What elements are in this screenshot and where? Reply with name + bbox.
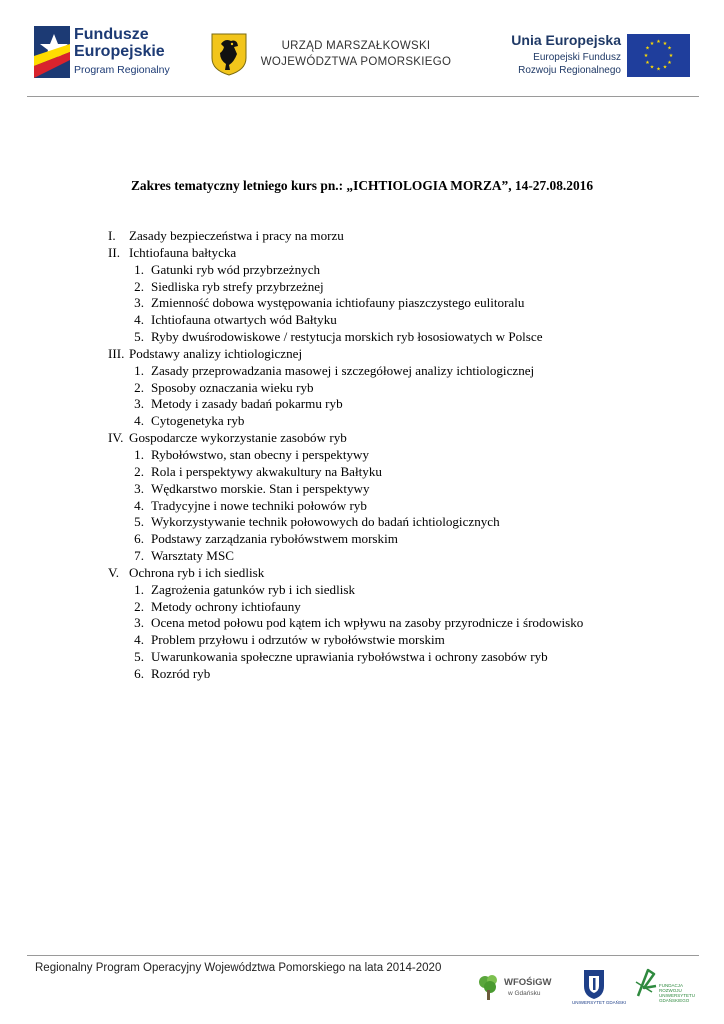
item-text: Siedliska ryb strefy przybrzeżnej [151,278,324,294]
svg-text:★: ★ [649,41,655,47]
list-item [108,615,708,632]
list-item [108,514,708,531]
section-heading [108,565,708,582]
list-item [108,363,708,380]
list-item [108,498,708,515]
section-title: Zasady bezpieczeństwa i pracy na morzu [129,228,344,243]
list-item [108,312,708,329]
item-text: Zasady przeprowadzania masowej i szczegółowej analizy ichtiologicznej [151,362,535,378]
ug-logo [572,968,627,1008]
ug-crest-icon [572,968,616,1000]
section-title: Podstawy analizy ichtiologicznej [129,345,303,361]
item-text: Zmienność dobowa występowania ichtiofauny piaszczystego eulitoralu [151,295,525,311]
list-item [108,380,708,397]
list-item [108,262,708,279]
section-heading [108,228,708,245]
item-number: 5. [134,329,144,345]
section-heading [108,245,708,262]
item-number: 6. [134,531,144,547]
item-number: 3. [134,396,144,412]
item-text: Rybołówstwo, stan obecny i perspektywy [151,446,370,462]
item-number: 2. [134,278,144,294]
document-title: Zakres tematyczny letniego kurs pn.: „ICHTIOLOGIA MORZA”, 14-27.08.2016 [130,178,594,193]
section-number: I. [108,228,116,243]
list-item [108,666,708,683]
list-item [108,413,708,430]
item-text: Rola i perspektywy akwakultury na Bałtyku [151,463,382,479]
list-item [108,464,708,481]
item-number: 5. [134,514,144,530]
item-number: 1. [134,362,144,378]
header-divider [27,96,699,97]
item-number: 1. [134,446,144,462]
list-item [108,649,708,666]
item-text: Ryby dwuśrodowiskowe / restytucja morskich ryb łososiowatych w Polsce [151,329,543,345]
section-number: II. [108,244,120,260]
item-text: Rozród ryb [151,665,211,681]
wfosigw-name: WFOŚiGW [504,977,552,988]
svg-text:★: ★ [667,60,672,66]
fundacja-logo [634,966,700,1012]
list-item [108,548,708,565]
list-item [108,582,708,599]
item-text: Wykorzystywanie technik połowowych do badań ichtiologicznych [151,514,500,530]
footer-divider [27,955,699,956]
section-title: Ochrona ryb i ich siedlisk [129,564,265,580]
item-number: 7. [134,548,144,564]
svg-text:★: ★ [649,64,655,71]
list-item [108,396,708,413]
section-number: IV. [108,430,124,446]
svg-text:★: ★ [668,53,674,59]
item-number: 4. [134,632,144,648]
item-number: 6. [134,665,144,681]
item-text: Tradycyjne i nowe techniki połowów ryb [151,497,367,513]
unia-europejska-logo [495,32,695,80]
fundacja-label: FUNDACJA ROZWOJU UNIWERSYTETU GDAŃSKIEGO [659,983,695,1003]
item-text: Uwarunkowania społeczne uprawiania rybołówstwa i ochrony zasobów ryb [151,649,548,665]
fe-logo-line1: Fundusze [74,26,149,43]
topic-outline [108,228,708,683]
svg-text:★: ★ [662,64,668,71]
item-number: 5. [134,649,144,665]
tree-logo-icon [477,974,501,1002]
item-number: 4. [134,413,144,429]
svg-text:★: ★ [643,53,649,59]
section-heading [108,346,708,363]
ue-logo-line2: Europejski Fundusz [533,52,621,63]
list-item [108,279,708,296]
fe-star-logo-icon [34,26,70,78]
item-number: 3. [134,295,144,311]
pomorskie-line2: WOJEWÓDZTWA POMORSKIEGO [260,56,452,68]
section-number: III. [108,345,125,361]
fundacja-logo-icon [634,966,658,1000]
svg-text:★: ★ [667,45,672,52]
section-title: Gospodarcze wykorzystanie zasobów ryb [129,430,347,446]
item-number: 2. [134,379,144,395]
item-number: 3. [134,615,144,631]
fe-logo-line3: Program Regionalny [74,64,170,76]
ug-label: UNIWERSYTET GDAŃSKI [572,1000,627,1005]
ue-logo-line1: Unia Europejska [511,32,621,48]
item-number: 2. [134,598,144,614]
item-text: Podstawy zarządzania rybołówstwem morskim [151,531,398,547]
wfosigw-logo [477,974,557,1004]
list-item [108,531,708,548]
item-number: 1. [134,261,144,277]
griffin-crest-icon [210,32,248,76]
item-text: Gatunki ryb wód przybrzeżnych [151,261,321,277]
fe-logo-line2: Europejskie [74,43,165,60]
item-text: Ocena metod połowu pod kątem ich wpływu na zasoby przyrodnicze i środowisko [151,615,584,631]
section-title: Ichtiofauna bałtycka [129,244,237,260]
urzad-marszalkowski-logo [210,32,460,78]
wfosigw-city: w Gdańsku [508,990,541,997]
item-text: Metody i zasady badań pokarmu ryb [151,396,343,412]
svg-text:★: ★ [656,39,661,45]
list-item [108,632,708,649]
item-text: Cytogenetyka ryb [151,413,245,429]
footer-program-text: Regionalny Program Operacyjny Województwa Pomorskiego na lata 2014-2020 [35,962,442,974]
section-heading [108,430,708,447]
svg-text:★: ★ [645,60,650,66]
list-item [108,295,708,312]
eu-flag-icon [627,34,690,77]
item-text: Problem przyłowu i odrzutów w rybołówstwie morskim [151,632,445,648]
svg-text:★: ★ [656,66,661,73]
item-text: Wędkarstwo morskie. Stan i perspektywy [151,480,370,496]
list-item [108,329,708,346]
item-text: Metody ochrony ichtiofauny [151,598,301,614]
item-text: Warsztaty MSC [151,548,234,564]
eu-stars-ring [627,34,690,77]
item-text: Zagrożenia gatunków ryb i ich siedlisk [151,581,355,597]
item-text: Sposoby oznaczania wieku ryb [151,379,314,395]
ue-logo-line3: Rozwoju Regionalnego [518,65,621,76]
item-number: 4. [134,312,144,328]
fundusze-europejskie-logo [34,24,184,84]
page-header [0,0,724,97]
section-number: V. [108,564,120,580]
svg-text:★: ★ [645,45,650,52]
list-item [108,447,708,464]
svg-text:★: ★ [662,41,668,47]
item-number: 1. [134,581,144,597]
item-number: 3. [134,480,144,496]
item-number: 2. [134,463,144,479]
list-item [108,599,708,616]
list-item [108,481,708,498]
item-number: 4. [134,497,144,513]
item-text: Ichtiofauna otwartych wód Bałtyku [151,312,337,328]
pomorskie-line1: URZĄD MARSZAŁKOWSKI [281,40,431,52]
